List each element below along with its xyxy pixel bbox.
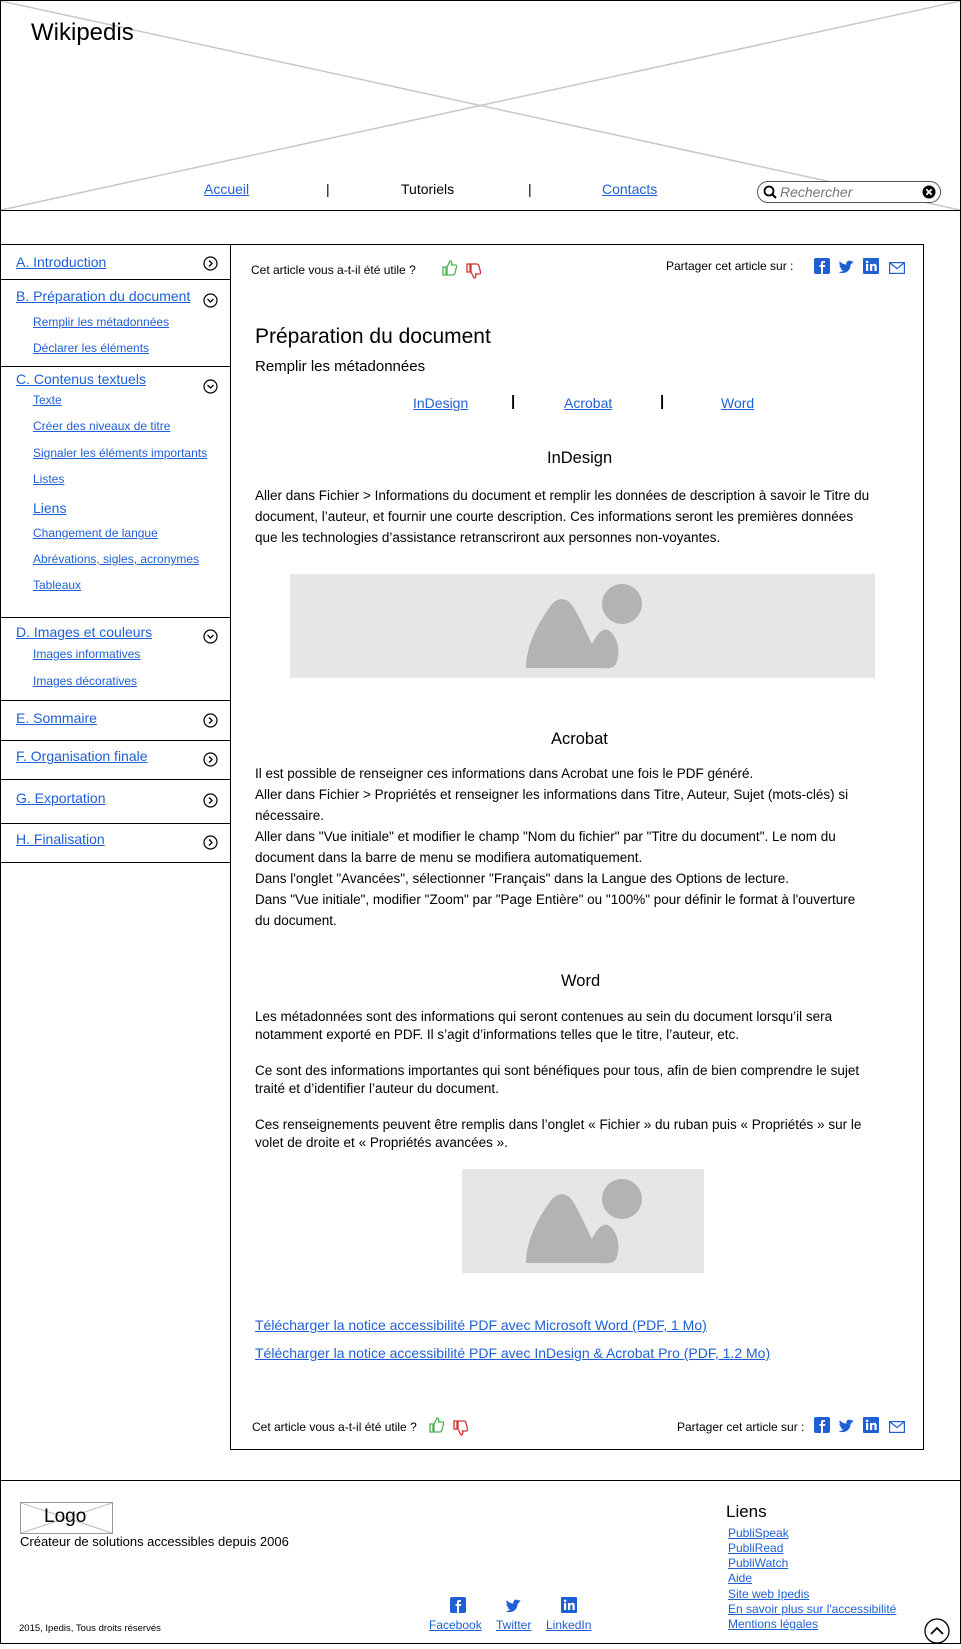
sidebar-subitem[interactable]: Remplir les métadonnées	[33, 315, 170, 329]
sidebar-toc	[1, 244, 230, 863]
word-paragraph: Les métadonnées sont des informations qui seront contenues au sein du document lorsqu’il sera notamment exporté en PDF. Il s’agit d’informations telles que le titre, l’auteur, etc.	[255, 1009, 833, 1042]
word-paragraph: Ce sont des informations importantes qui sont bénéfiques pour tous, afin de bien comprendre le sujet traité et d’identifier l’auteur du document.	[255, 1063, 860, 1096]
footer-link[interactable]: Mentions légales	[728, 1617, 819, 1631]
sidebar-section-contenus-textuels	[1, 367, 230, 618]
sidebar-subitem[interactable]: Déclarer les éléments	[33, 341, 150, 355]
linkedin-icon[interactable]	[561, 1597, 577, 1618]
facebook-icon[interactable]	[450, 1597, 466, 1618]
email-icon[interactable]	[889, 1420, 905, 1438]
footer-link[interactable]: PubliWatch	[728, 1556, 789, 1570]
chevron-down-icon[interactable]	[203, 629, 218, 649]
footer-link[interactable]: Site web Ipedis	[728, 1587, 810, 1601]
download-indesign-link[interactable]: Télécharger la notice accessibilité PDF avec InDesign & Acrobat Pro (PDF, 1.2 Mo)	[255, 1345, 771, 1361]
feedback-question: Cet article vous a-t-il été utile ?	[252, 1420, 417, 1434]
indesign-text: Aller dans Fichier > Informations du document et remplir les données de description à savoir le Titre du document, l’auteur, et fournir une courte description. Ces informations seront les premières données que les technologies d’assistance retranscriront aux personnes non-voyantes.	[255, 488, 870, 545]
copyright: 2015, Ipedis, Tous droits réservés	[19, 1623, 161, 1634]
sidebar-subitem[interactable]: Listes	[33, 472, 65, 486]
search-box	[757, 181, 941, 203]
acrobat-text: Il est possible de renseigner ces informations dans Acrobat une fois le PDF généré. Aller dans Fichier > Propriétés et renseigner les informations dans Titre, Auteur, Sujet (mots-clés) si nécessaire. Aller dans "Vue initiale" et modifier le champ "Nom du fichier" par "Titre du document". Le nom du document dans la barre de menu se modifiera automatiquement. Dans l'onglet "Avancées", sélectionner "Français" dans la Langue des Options de lecture. Dans "Vue initiale", modifier "Zoom" par "Page Entière" ou "100%" pour définir le format à l'ouverture du document.	[255, 766, 856, 928]
sidebar-subitem[interactable]: Changement de langue	[33, 526, 158, 540]
article-title: Préparation du document	[255, 325, 491, 348]
sidebar-section-organisation-finale	[1, 741, 230, 780]
sidebar-item-images-couleurs[interactable]: D. Images et couleurs	[16, 624, 153, 640]
sidebar-section-finalisation	[1, 824, 230, 863]
word-heading: Word	[561, 972, 601, 990]
logo-text: Logo	[44, 1506, 87, 1527]
footer-link[interactable]: PubliRead	[728, 1541, 784, 1555]
sidebar-item-sommaire[interactable]: E. Sommaire	[16, 710, 97, 726]
footer-tagline: Créateur de solutions accessibles depuis 2006	[20, 1534, 289, 1549]
sidebar-subitem[interactable]: Tableaux	[33, 578, 82, 592]
acrobat-heading: Acrobat	[551, 730, 608, 748]
facebook-icon[interactable]	[814, 258, 830, 279]
share-label: Partager cet article sur :	[666, 259, 794, 273]
chevron-right-icon[interactable]	[203, 256, 218, 276]
twitter-icon[interactable]	[839, 1419, 855, 1438]
footer-link[interactable]: Aide	[728, 1571, 753, 1585]
chevron-right-icon[interactable]	[203, 835, 218, 855]
nav-home[interactable]: Accueil	[204, 181, 250, 197]
sidebar-section-images-couleurs	[1, 618, 230, 701]
sidebar-subitem[interactable]: Liens	[33, 500, 67, 516]
email-icon[interactable]	[889, 261, 905, 279]
twitter-icon[interactable]	[506, 1599, 522, 1618]
sidebar-item-contenus-textuels[interactable]: C. Contenus textuels	[16, 371, 146, 387]
logo-placeholder	[20, 1502, 113, 1534]
sidebar-item-organisation-finale[interactable]: F. Organisation finale	[16, 748, 148, 764]
linkedin-icon[interactable]	[863, 258, 879, 279]
footer-linkedin-link[interactable]: LinkedIn	[546, 1618, 592, 1632]
sidebar-section-preparation	[1, 280, 230, 367]
nav-separator: |	[528, 181, 532, 197]
search-input[interactable]	[780, 184, 915, 200]
sidebar-item-preparation[interactable]: B. Préparation du document	[16, 288, 191, 304]
footer-link[interactable]: En savoir plus sur l'accessibilité	[728, 1602, 897, 1616]
sidebar-section-sommaire	[1, 701, 230, 741]
thumb-down-icon[interactable]	[452, 1419, 468, 1442]
twitter-icon[interactable]	[839, 260, 855, 279]
sidebar-subitem[interactable]: Signaler les éléments importants	[33, 446, 208, 460]
search-icon[interactable]	[763, 185, 777, 199]
sidebar-subitem[interactable]: Créer des niveaux de titre	[33, 419, 171, 433]
site-title: Wikipedis	[31, 19, 134, 46]
sidebar-item-introduction[interactable]: A. Introduction	[16, 254, 107, 270]
chevron-down-icon[interactable]	[203, 379, 218, 399]
clear-search-icon[interactable]	[922, 185, 936, 199]
indesign-heading: InDesign	[547, 449, 613, 467]
chevron-right-icon[interactable]	[203, 713, 218, 733]
thumb-down-icon[interactable]	[465, 262, 481, 285]
image-placeholder	[462, 1169, 704, 1273]
footer-link[interactable]: PubliSpeak	[728, 1526, 789, 1540]
tab-separator: |	[660, 393, 665, 410]
tab-indesign[interactable]: InDesign	[413, 395, 469, 411]
article-subtitle: Remplir les métadonnées	[255, 358, 426, 375]
back-to-top-icon[interactable]	[924, 1618, 950, 1649]
sidebar-subitem[interactable]: Images informatives	[33, 647, 141, 661]
tab-word[interactable]: Word	[721, 395, 755, 411]
nav-tutorials[interactable]: Tutoriels	[401, 181, 455, 197]
chevron-down-icon[interactable]	[203, 293, 218, 313]
sidebar-item-exportation[interactable]: G. Exportation	[16, 790, 106, 806]
sidebar-item-finalisation[interactable]: H. Finalisation	[16, 831, 105, 847]
share-label: Partager cet article sur :	[677, 1420, 805, 1434]
sidebar-subitem[interactable]: Abrévations, sigles, acronymes	[33, 552, 200, 566]
nav-separator: |	[326, 181, 330, 197]
thumb-up-icon[interactable]	[428, 1416, 444, 1439]
sidebar-subitem[interactable]: Texte	[33, 393, 62, 407]
download-word-link[interactable]: Télécharger la notice accessibilité PDF avec Microsoft Word (PDF, 1 Mo)	[255, 1317, 707, 1333]
thumb-up-icon[interactable]	[441, 259, 457, 282]
nav-contacts[interactable]: Contacts	[602, 181, 658, 197]
feedback-question: Cet article vous a-t-il été utile ?	[251, 263, 416, 277]
header	[1, 1, 960, 211]
word-paragraph: Ces renseignements peuvent être remplis dans l’onglet « Fichier » du ruban puis « Propriétés » sur le volet de droite et « Propriétés avancées ».	[255, 1117, 862, 1150]
article	[230, 244, 924, 1450]
sidebar-subitem[interactable]: Images décoratives	[33, 674, 138, 688]
footer-facebook-link[interactable]: Facebook	[429, 1618, 482, 1632]
image-placeholder	[290, 574, 875, 678]
tab-separator: |	[511, 393, 516, 410]
linkedin-icon[interactable]	[863, 1417, 879, 1438]
tab-acrobat[interactable]: Acrobat	[564, 395, 613, 411]
chevron-right-icon[interactable]	[203, 793, 218, 813]
footer-links-heading: Liens	[726, 1502, 767, 1521]
chevron-right-icon[interactable]	[203, 752, 218, 772]
footer	[1, 1480, 960, 1644]
sidebar-section-introduction	[1, 244, 230, 280]
facebook-icon[interactable]	[814, 1417, 830, 1438]
banner-placeholder	[1, 1, 960, 210]
footer-twitter-link[interactable]: Twitter	[496, 1618, 532, 1632]
sidebar-section-exportation	[1, 780, 230, 824]
